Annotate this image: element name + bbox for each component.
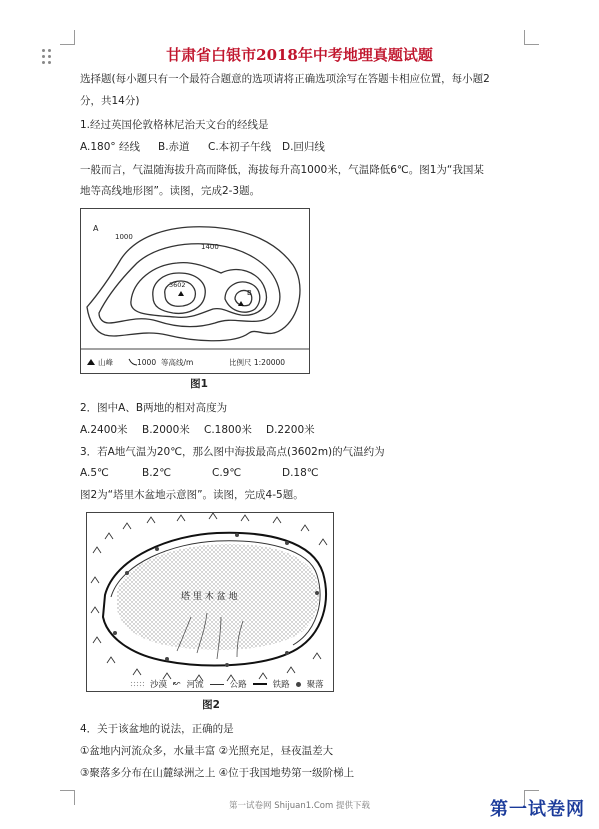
q2-option-c: C.1800米 bbox=[204, 424, 252, 436]
question-4: 4．关于该盆地的说法，正确的是 bbox=[80, 723, 234, 735]
basin-map-drawing bbox=[87, 513, 333, 691]
figure-2-basin-map bbox=[86, 512, 334, 692]
question-3-options bbox=[80, 466, 520, 480]
q1-option-b: B.赤道 bbox=[158, 141, 190, 153]
legend-road-icon bbox=[210, 684, 224, 685]
legend-desert: 沙漠 bbox=[150, 680, 168, 690]
contour-map-drawing bbox=[81, 209, 309, 373]
legend-road: 公路 bbox=[229, 680, 247, 690]
intro-line-1: 选择题(每小题只有一个最符合题意的选项请将正确选项涂写在答题卡相应位置，每小题2 bbox=[80, 73, 490, 85]
margin-mark-top-right bbox=[524, 30, 539, 45]
paragraph-2: 图2为“塔里木盆地示意图”。读图，完成4-5题。 bbox=[80, 489, 304, 501]
q3-option-c: C.9℃ bbox=[212, 467, 242, 479]
q1-option-d: D.回归线 bbox=[282, 141, 325, 153]
q2-option-a: A.2400米 bbox=[80, 424, 128, 436]
q2-option-b: B.2000米 bbox=[142, 424, 190, 436]
q2-option-d: D.2200米 bbox=[266, 424, 315, 436]
legend-contour-icon bbox=[129, 359, 137, 365]
legend-peak: 山峰 bbox=[98, 358, 113, 367]
q1-option-c: C.本初子午线 bbox=[208, 141, 272, 153]
question-4-statements-2: ③聚落多分布在山麓绿洲之上 ④位于我国地势第一级阶梯上 bbox=[80, 767, 355, 779]
legend-settlement: 聚落 bbox=[306, 680, 324, 690]
paragraph-1-line-2: 地等高线地形图”。读图，完成2-3题。 bbox=[80, 185, 261, 197]
legend-desert-icon bbox=[130, 681, 144, 688]
q3-option-a: A.5℃ bbox=[80, 467, 109, 479]
label-a: A bbox=[93, 224, 99, 233]
legend-peak-icon bbox=[87, 359, 95, 365]
legend-rail: 铁路 bbox=[272, 680, 290, 690]
question-1-options bbox=[80, 140, 520, 154]
figure-2-legend bbox=[130, 677, 350, 691]
question-3: 3．若A地气温为20℃，那么图中海拔最高点(3602m)的气温约为 bbox=[80, 446, 385, 458]
footer-text: 第一试卷网 Shijuan1.Com 提供下载 bbox=[229, 801, 370, 811]
legend-settlement-icon bbox=[296, 682, 301, 687]
question-2-options bbox=[80, 423, 520, 437]
paragraph-1-line-1: 一般而言，气温随海拔升高而降低，海拔每升高1000米，气温降低6℃。图1为“我国某 bbox=[80, 164, 484, 176]
legend-river-icon: ↜ bbox=[173, 679, 181, 689]
peak-elevation-label: 3602 bbox=[169, 281, 186, 289]
question-4-statements-1: ①盆地内河流众多，水量丰富 ②光照充足，昼夜温差大 bbox=[80, 745, 334, 757]
legend-contour: 等高线/m bbox=[161, 358, 194, 367]
q3-option-b: B.2℃ bbox=[142, 467, 172, 479]
legend-river: 河流 bbox=[186, 680, 204, 690]
basin-label: 塔 里 木 盆 地 bbox=[181, 592, 238, 602]
figure-2-caption: 图2 bbox=[202, 699, 220, 711]
question-2: 2．图中A、B两地的相对高度为 bbox=[80, 402, 228, 414]
margin-mark-top-left bbox=[60, 30, 75, 45]
legend-contour-value: 1000 bbox=[137, 358, 157, 367]
label-b: B bbox=[247, 289, 252, 297]
figure-1-caption: 图1 bbox=[190, 378, 208, 390]
legend-rail-icon bbox=[253, 683, 267, 685]
figure-1-contour-map bbox=[80, 208, 310, 374]
q3-option-d: D.18℃ bbox=[282, 467, 319, 479]
intro-line-2: 分，共14分) bbox=[80, 95, 140, 107]
question-1: 1.经过英国伦敦格林尼治天文台的经线是 bbox=[80, 119, 269, 131]
brand-logo: 第一试卷网 bbox=[490, 799, 585, 820]
peak-marker-icon bbox=[178, 291, 184, 296]
q1-option-a: A.180° 经线 bbox=[80, 141, 140, 153]
document-title: 甘肃省白银市2018年中考地理真题试题 bbox=[166, 46, 433, 64]
contour-label-1000: 1000 bbox=[115, 233, 133, 241]
legend-scale: 比例尺 1:20000 bbox=[229, 358, 286, 367]
contour-label-1400: 1400 bbox=[201, 243, 219, 251]
